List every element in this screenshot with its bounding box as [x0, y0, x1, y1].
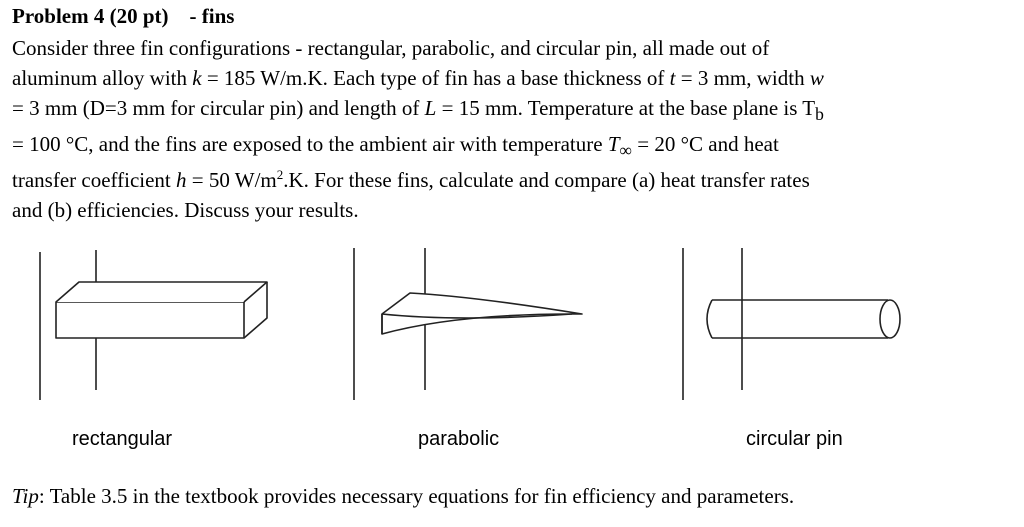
superscript-2: 2	[276, 167, 284, 183]
label-parabolic: parabolic	[418, 428, 500, 450]
parabolic-fin-top	[382, 293, 582, 334]
statement-line-5: transfer coefficient h = 50 $W/m^2.K$. For these fins, calculate and compare (a) heat transfer rates	[12, 167, 810, 193]
problem-title: Problem 4 (20 pt) - fins	[12, 4, 235, 28]
statement-line-6: and (b) efficiencies. Discuss your results.	[12, 198, 359, 223]
subscript-infinity: ∞	[619, 140, 632, 161]
rectangular-fin-drawing	[40, 250, 267, 400]
label-rectangular: rectangular	[72, 428, 173, 450]
circular-pin-drawing	[683, 248, 900, 400]
rect-fin-front-face	[56, 302, 244, 338]
statement-line-2: aluminum alloy with k = 185 W/m.K. Each type of fin has a base thickness of t = 3 mm, width w	[12, 66, 824, 90]
pin-tip-end	[880, 300, 900, 338]
symbol-L: L	[424, 96, 437, 120]
pin-body	[712, 300, 888, 338]
tip-label: Tip	[12, 484, 39, 508]
symbol-h: h	[176, 168, 187, 193]
rect-fin-top-face	[56, 282, 267, 302]
parabolic-fin-drawing	[354, 248, 582, 400]
pin-base-end	[707, 300, 712, 338]
statement-line-3: = 3 mm (D=3 mm for circular pin) and length of L = 15 mm. Temperature at the base plane is $T_b$	[12, 96, 824, 125]
tip-note	[12, 484, 794, 509]
label-circular-pin: circular pin	[746, 428, 843, 450]
symbol-T: T	[607, 132, 620, 157]
problem-statement	[12, 33, 1012, 225]
symbol-w: w	[809, 66, 824, 90]
statement-line-4: = 100 °C, and the fins are exposed to the ambient air with temperature $T_\infty = 20$ °C and heat	[12, 132, 779, 161]
statement-line-1: Consider three fin configurations - rectangular, parabolic, and circular pin, all made out of	[12, 36, 770, 60]
tip-text: : Table 3.5 in the textbook provides necessary equations for fin efficiency and parameters.	[38, 484, 795, 508]
fin-figure	[0, 230, 1024, 420]
subscript-b: b	[815, 104, 824, 125]
symbol-t: t	[669, 66, 676, 90]
symbol-k: k	[192, 66, 202, 90]
